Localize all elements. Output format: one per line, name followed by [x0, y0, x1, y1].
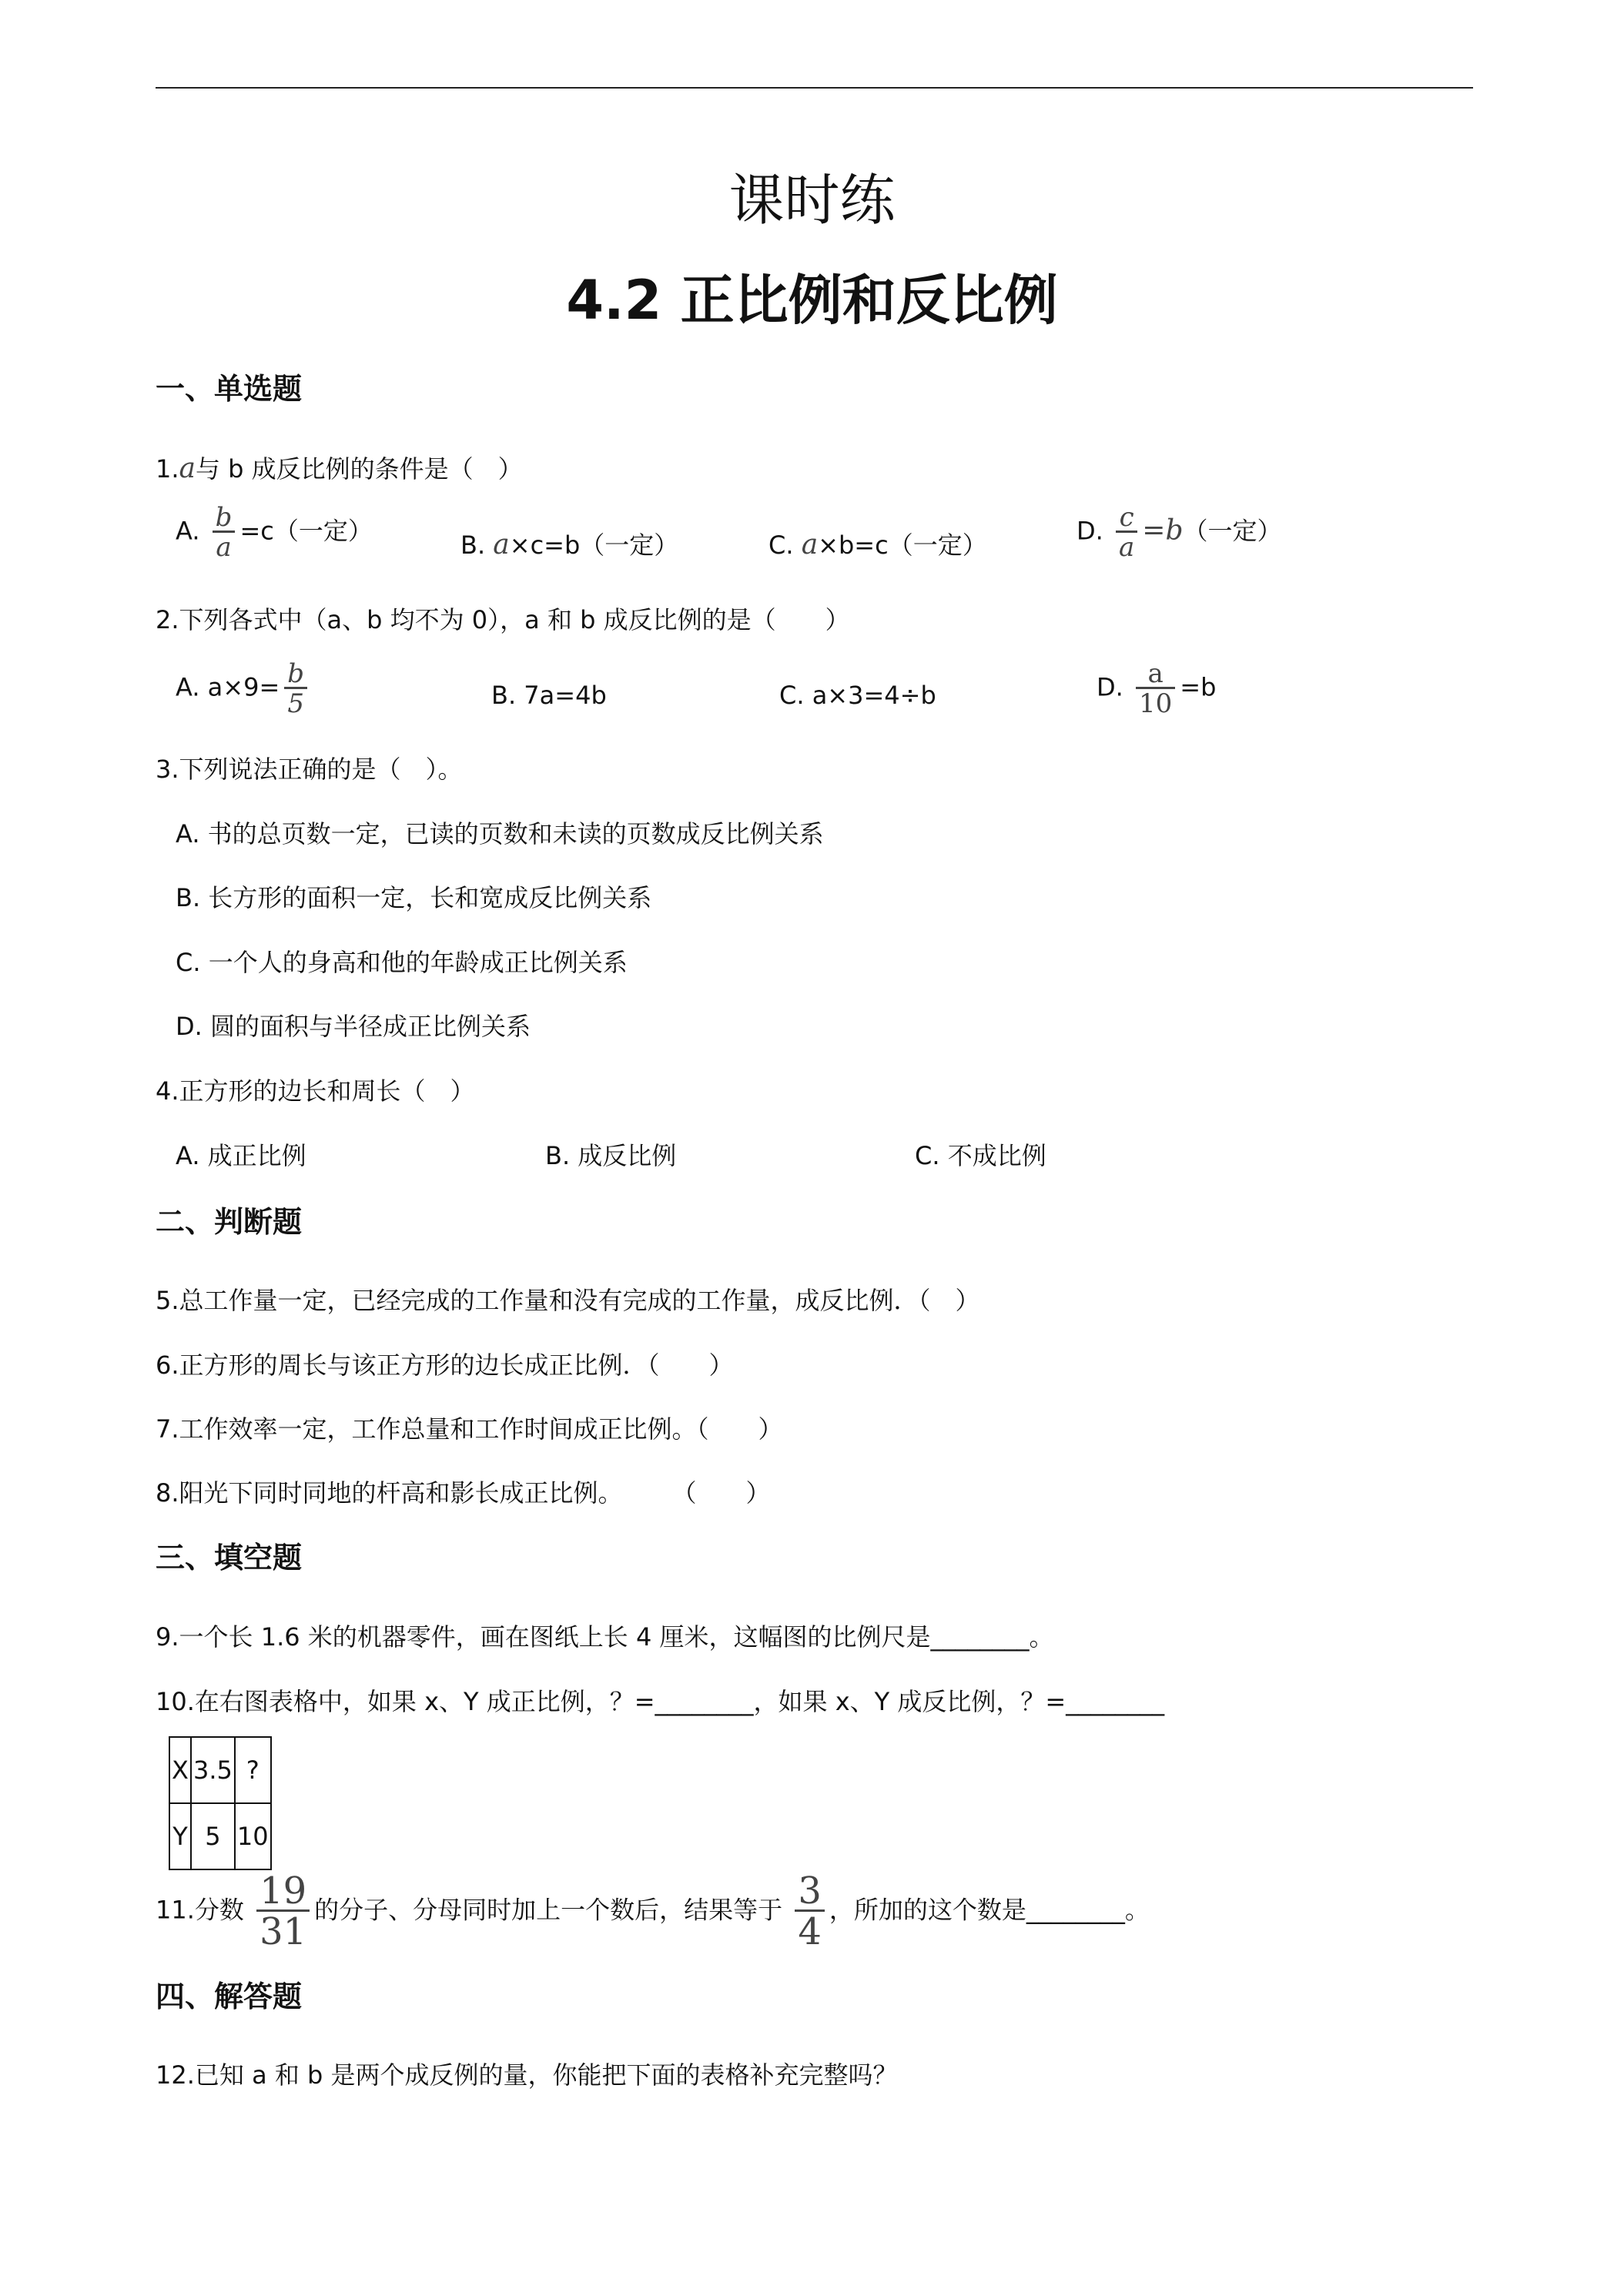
- section-heading-true-false: 二、判断题: [156, 1205, 303, 1239]
- section-heading-single-choice: 一、单选题: [156, 372, 303, 406]
- q2-option-c[interactable]: C. a×3=4÷b: [779, 681, 936, 710]
- q3-option-d[interactable]: D. 圆的面积与半径成正比例关系: [176, 1012, 531, 1041]
- header-rule: [156, 87, 1473, 89]
- table-cell: ?: [235, 1737, 271, 1803]
- page-title: 课时练: [728, 168, 896, 233]
- question-5: 5.总工作量一定，已经完成的工作量和没有完成的工作量，成反比例．（ ）: [156, 1286, 980, 1315]
- question-10: 10.在右图表格中，如果 x、Y 成正比例，？=________，如果 x、Y 成反比例，？=________: [156, 1687, 1165, 1716]
- table-row: [169, 1737, 271, 1803]
- table-row: [169, 1803, 271, 1869]
- q4-option-b[interactable]: B. 成反比例: [545, 1141, 677, 1170]
- question-6: 6.正方形的周长与该正方形的边长成正比例．（ ）: [156, 1350, 734, 1380]
- question-7: 7.工作效率一定，工作总量和工作时间成正比例。（ ）: [156, 1414, 783, 1444]
- fraction-c-over-a: $\frac{c}{a}$: [1116, 504, 1137, 561]
- question-2: 2.下列各式中（a、b 均不为 0），a 和 b 成反比例的是（ ）: [156, 605, 850, 634]
- q3-option-c[interactable]: C. 一个人的身高和他的年龄成正比例关系: [176, 948, 628, 977]
- fraction-19-over-31: $\frac{19}{31}$: [256, 1873, 310, 1950]
- q1-option-a[interactable]: A. $\frac{b}{a}$ =c（一定）: [176, 502, 373, 563]
- q3-option-b[interactable]: B. 长方形的面积一定，长和宽成反比例关系: [176, 883, 652, 912]
- table-cell: 5: [191, 1803, 235, 1869]
- question-3: 3.下列说法正确的是（ ）。: [156, 755, 463, 784]
- q4-option-a[interactable]: A. 成正比例: [176, 1141, 306, 1170]
- question-4: 4.正方形的边长和周长（ ）: [156, 1076, 475, 1106]
- question-stem: 与 b 成反比例的条件是（ ）: [196, 454, 523, 484]
- table-cell: X: [169, 1737, 191, 1803]
- fraction-b-over-a: $\frac{b}{a}$: [213, 504, 236, 561]
- table-cell: 10: [235, 1803, 271, 1869]
- fraction-3-over-4: $\frac{3}{4}$: [795, 1873, 825, 1950]
- question-number: 1.: [156, 454, 179, 484]
- q2-option-d[interactable]: D. $\frac{a}{10}$ =b: [1097, 658, 1217, 719]
- q4-option-c[interactable]: C. 不成比例: [915, 1141, 1046, 1170]
- section-heading-solve: 四、解答题: [156, 1980, 303, 2013]
- fraction-a-over-10: $\frac{a}{10}$: [1136, 661, 1175, 717]
- question-11: 11.分数 $\frac{19}{31}$ 的分子、分母同时加上一个数后，结果等于 $\frac{3}{4}$ ，所加的这个数是________。: [156, 1869, 1150, 1953]
- section-heading-fill-blank: 三、填空题: [156, 1541, 303, 1575]
- q2-option-a[interactable]: A. a×9= $\frac{b}{5}$: [176, 661, 312, 717]
- table-cell: Y: [169, 1803, 191, 1869]
- q1-option-c[interactable]: C. a×b=c（一定）: [768, 529, 987, 561]
- q1-option-b[interactable]: B. a×c=b（一定）: [460, 529, 679, 561]
- question-9: 9.一个长 1.6 米的机器零件，画在图纸上长 4 厘米，这幅图的比例尺是________。: [156, 1622, 1054, 1652]
- question-8: 8.阳光下同时同地的杆高和影长成正比例。 （ ）: [156, 1478, 771, 1508]
- lesson-title: 4.2 正比例和反比例: [566, 269, 1058, 332]
- fraction-b-over-5: $\frac{b}{5}$: [284, 661, 307, 717]
- question-1: [156, 451, 523, 487]
- q3-option-a[interactable]: A. 书的总页数一定，已读的页数和未读的页数成反比例关系: [176, 819, 824, 848]
- q2-option-b[interactable]: B. 7a=4b: [491, 681, 607, 710]
- variable-a: a: [179, 453, 196, 484]
- table-cell: 3.5: [191, 1737, 235, 1803]
- q1-option-d[interactable]: D. $\frac{c}{a}$ =b（一定）: [1077, 502, 1282, 563]
- xy-table: [169, 1736, 272, 1870]
- question-12: 12.已知 a 和 b 是两个成反例的量，你能把下面的表格补充完整吗？: [156, 2060, 898, 2090]
